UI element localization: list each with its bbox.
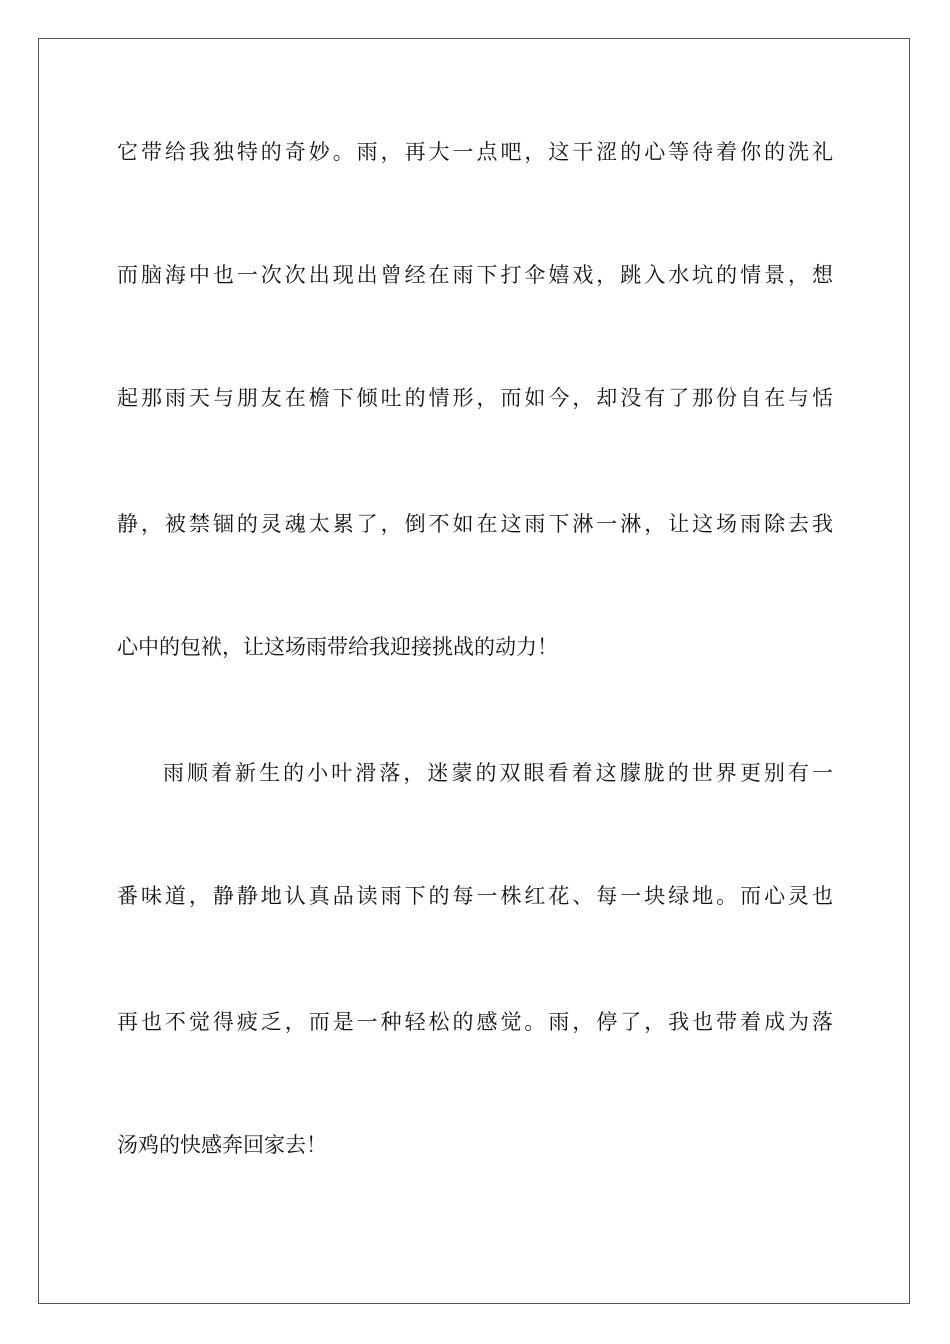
text-line-paragraph-start: 雨顺着新生的小叶滑落，迷蒙的双眼看着这朦胧的世界更别有一 [163, 761, 833, 785]
text-line: 番味道，静静地认真品读雨下的每一株红花、每一块绿地。而心灵也 [117, 884, 833, 908]
text-line: 起那雨天与朋友在檐下倾吐的情形，而如今，却没有了那份自在与恬 [117, 386, 833, 410]
text-line-paragraph-end: 汤鸡的快感奔回家去！ [117, 1133, 327, 1157]
text-line: 静，被禁锢的灵魂太累了，倒不如在这雨下淋一淋，让这场雨除去我 [117, 512, 833, 536]
page-frame [38, 38, 910, 1304]
text-line: 它带给我独特的奇妙。雨，再大一点吧，这干涩的心等待着你的洗礼 [117, 140, 833, 164]
text-line: 再也不觉得疲乏，而是一种轻松的感觉。雨，停了，我也带着成为落 [117, 1010, 833, 1034]
text-line-paragraph-end: 心中的包袱，让这场雨带给我迎接挑战的动力！ [117, 635, 558, 659]
text-line: 而脑海中也一次次出现出曾经在雨下打伞嬉戏，跳入水坑的情景，想 [117, 263, 833, 287]
